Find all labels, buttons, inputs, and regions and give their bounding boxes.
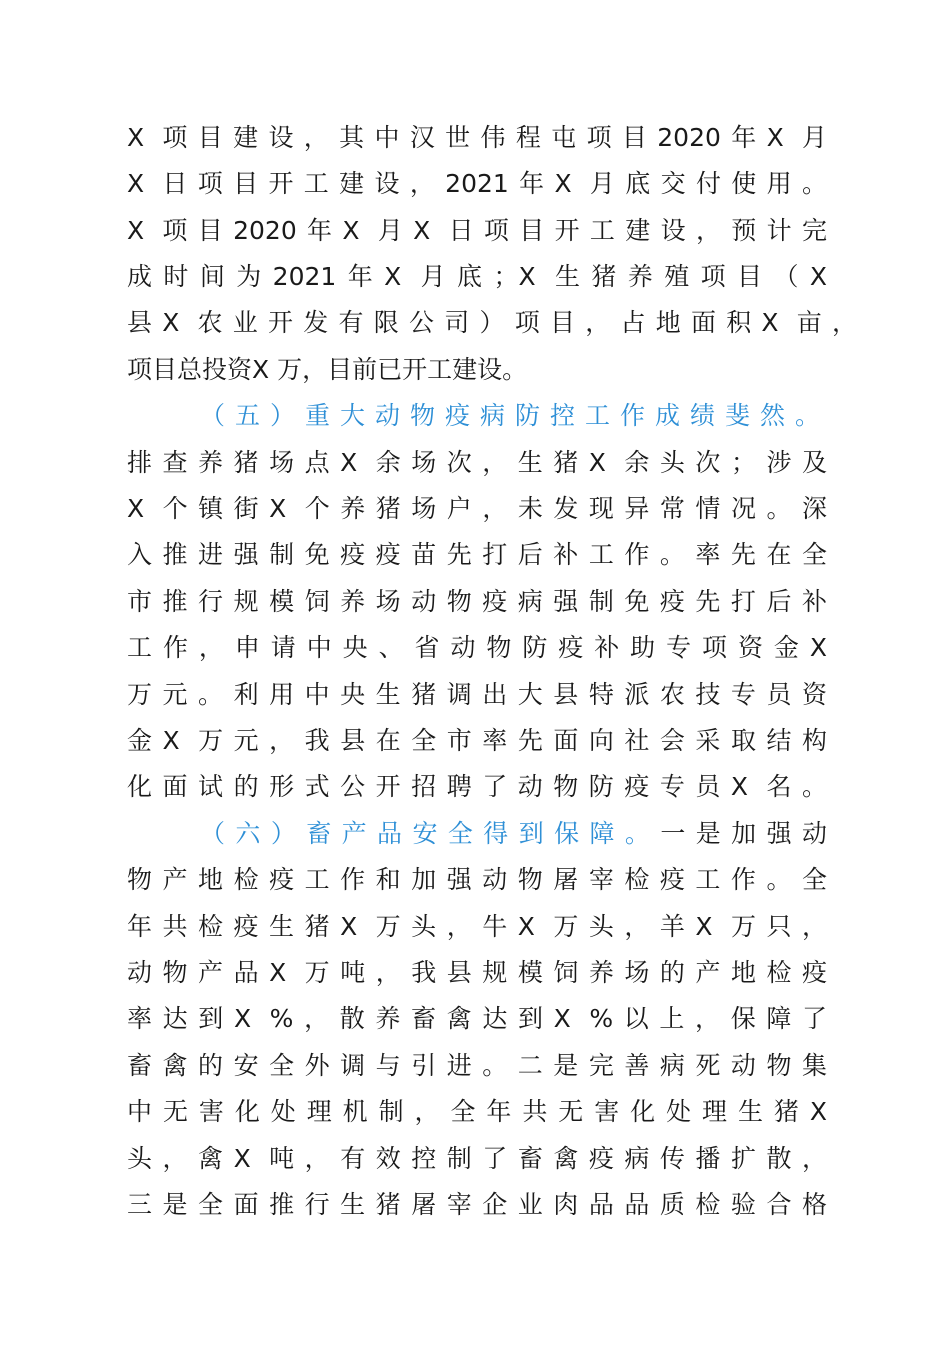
paragraph-line: 畜禽的安全外调与引进。二是完善病死动物集 bbox=[127, 1051, 827, 1080]
section-heading-five: （五）重大动物疫病防控工作成绩斐然。 bbox=[200, 401, 820, 430]
section-heading-six: （六）畜产品安全得到保障。 bbox=[200, 819, 661, 848]
paragraph-line: 头，禽X 吨，有效控制了畜禽疫病传播扩散， bbox=[127, 1144, 827, 1173]
paragraph-line: X 日项目开工建设，2021年X 月底交付使用。 bbox=[127, 169, 827, 198]
paragraph-line: 金X 万元，我县在全市率先面向社会采取结构 bbox=[127, 726, 827, 755]
paragraph-text: 一是加强动 bbox=[660, 819, 827, 848]
paragraph-line: 入推进强制免疫疫苗先打后补工作。率先在全 bbox=[127, 540, 827, 569]
paragraph-line: 工作，申请中央、省动物防疫补助专项资金X bbox=[127, 633, 827, 662]
paragraph-line: 年共检疫生猪X 万头，牛X 万头，羊X 万只， bbox=[127, 912, 827, 941]
paragraph-line: 率达到X %，散养畜禽达到X %以上，保障了 bbox=[127, 1004, 827, 1033]
paragraph-line: 市推行规模饲养场动物疫病强制免疫先打后补 bbox=[127, 587, 827, 616]
paragraph-line: 动物产品X 万吨，我县规模饲养场的产地检疫 bbox=[127, 958, 827, 987]
paragraph-line: X 个镇街X 个养猪场户，未发现异常情况。深 bbox=[127, 494, 827, 523]
paragraph-line: 物产地检疫工作和加强动物屠宰检疫工作。全 bbox=[127, 865, 827, 894]
paragraph-line: X 项目建设，其中汉世伟程屯项目2020年X 月 bbox=[127, 123, 827, 152]
section-six-first-line bbox=[200, 814, 827, 854]
paragraph-line: 中无害化处理机制，全年共无害化处理生猪X bbox=[127, 1097, 827, 1126]
paragraph-line: 万元。利用中央生猪调出大县特派农技专员资 bbox=[127, 680, 827, 709]
paragraph-line: 成时间为2021年X 月底；X 生猪养殖项目（X bbox=[127, 262, 827, 291]
paragraph-line: 三是全面推行生猪屠宰企业肉品品质检验合格 bbox=[127, 1190, 827, 1219]
paragraph-line: 排查养猪场点X 余场次，生猪X 余头次；涉及 bbox=[127, 448, 827, 477]
paragraph-line: 化面试的形式公开招聘了动物防疫专员X 名。 bbox=[127, 772, 827, 801]
paragraph-line: 县X 农业开发有限公司）项目，占地面积X 亩， bbox=[127, 308, 857, 337]
paragraph-line: X 项目2020年X 月X 日项目开工建设，预计完 bbox=[127, 216, 827, 245]
paragraph-line: 项目总投资X 万，目前已开工建设。 bbox=[127, 355, 528, 384]
